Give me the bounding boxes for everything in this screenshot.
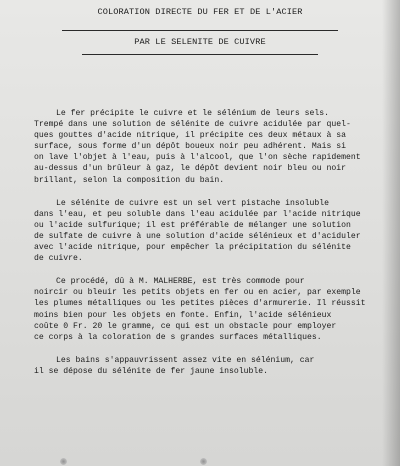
text-line: coûte 0 Fr. 20 le gramme, ce qui est un obstacle pour employer	[34, 321, 337, 331]
paragraph-3	[34, 276, 386, 343]
text-line: les plumes métalliques ou les petites pièces d'armurerie. Il réussit	[34, 299, 366, 309]
document-subtitle: PAR LE SELENITE DE CUIVRE	[134, 37, 266, 47]
text-line: de cuivre.	[34, 254, 83, 264]
text-line: ou l'acide sulfurique; il est préférable de mélanger une solution	[34, 220, 351, 230]
text-line: Le fer précipite le cuivre et le sélénium de leurs sels.	[56, 109, 330, 118]
text-line: avec l'acide nitrique, pour empêcher la précipitation du sélénite	[34, 243, 351, 253]
paragraph-2	[34, 198, 386, 265]
subtitle-underline	[82, 54, 318, 55]
text-line: au-dessus d'un brûleur à gaz, le dépôt devient noir bleu ou noir	[34, 164, 347, 174]
text-line: surface, sous forme d'un dépôt boueux noir peu adhérent. Mais si	[34, 142, 347, 152]
document-title: COLORATION DIRECTE DU FER ET DE L'ACIER	[97, 7, 303, 17]
text-line: moins bien pour les objets en fonte. Enfin, l'acide sélénieux	[34, 310, 332, 320]
title-underline	[62, 30, 338, 31]
text-line: il se dépose du sélénite de fer jaune insoluble.	[34, 366, 269, 376]
punch-hole	[200, 458, 207, 465]
text-line: brillant, selon la composition du bain.	[34, 175, 225, 185]
text-line: Les bains s'appauvrissent assez vite en sélénium, car	[56, 355, 315, 365]
text-line: Le sélénite de cuivre est un sel vert pistache insoluble	[56, 198, 330, 208]
text-line: ques gouttes d'acide nitrique, il précipite ces deux métaux à sa	[34, 131, 347, 141]
document-body	[34, 108, 386, 389]
text-line: noircir ou bleuir les petits objets en fer ou en acier, par exemple	[34, 288, 361, 298]
text-line: dans l'eau, et peu soluble dans l'eau acidulée par l'acide nitrique	[34, 209, 361, 219]
text-line: Ce procédé, dû à M. MALHERBE, est très commode pour	[56, 277, 305, 287]
paragraph-4	[34, 355, 386, 377]
paragraph-1	[34, 108, 386, 186]
text-line: on lave l'objet à l'eau, puis à l'alcool, que l'on sèche rapidement	[34, 153, 361, 163]
text-line: ce corps à la coloration de s grandes surfaces métalliques.	[34, 332, 322, 342]
punch-hole	[60, 458, 67, 465]
text-line: de sulfate de cuivre à une solution d'acide sélénieux et d'aciduler	[34, 231, 361, 241]
text-line: Trempé dans une solution de sélénite de cuivre acidulée par quel-	[34, 120, 351, 130]
